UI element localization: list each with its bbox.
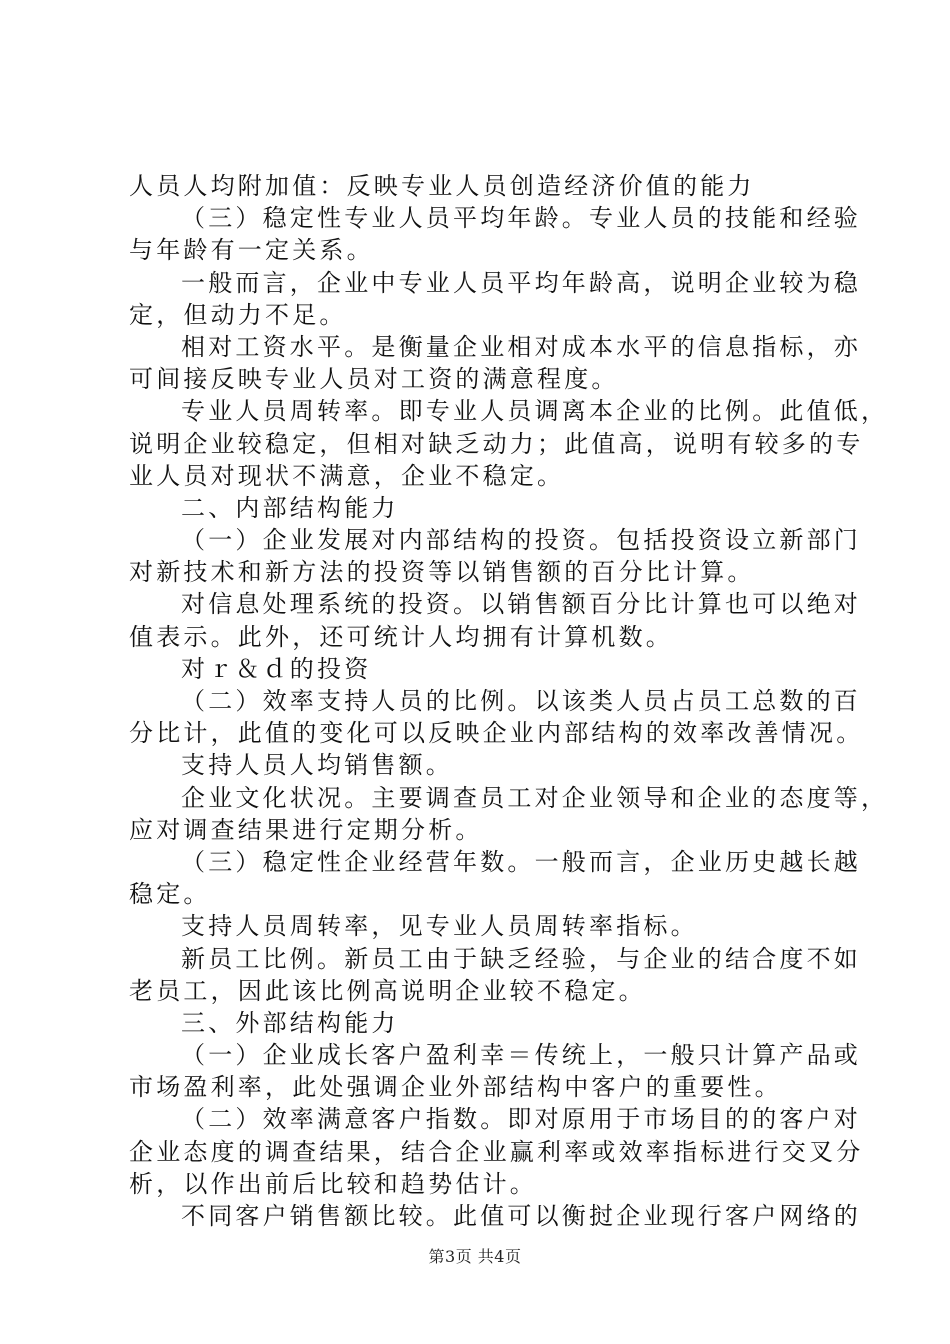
text-line: 老员工，因此该比例高说明企业较不稳定。	[129, 976, 646, 1005]
text-line: 稳定。	[129, 880, 211, 909]
text-line: 一般而言，企业中专业人员平均年龄高，说明企业较为稳	[181, 268, 861, 297]
text-line: 市场盈利率，此处强调企业外部结构中客户的重要性。	[129, 1073, 782, 1102]
text-line: 对ｒ＆ｄ的投资	[181, 654, 372, 683]
text-line: 支持人员人均销售额。	[181, 751, 453, 780]
text-line: （三）稳定性专业人员平均年龄。专业人员的技能和经验	[181, 204, 861, 233]
text-line: （一）企业发展对内部结构的投资。包括投资设立新部门	[181, 526, 861, 555]
text-line: 人员人均附加值：反映专业人员创造经济价值的能力	[129, 172, 755, 200]
text-line: 企业态度的调查结果，结合企业赢利率或效率指标进行交叉分	[129, 1137, 864, 1166]
text-line: 定，但动力不足。	[129, 300, 347, 329]
text-line: 业人员对现状不满意，企业不稳定。	[129, 461, 565, 490]
text-line: （二）效率满意客户指数。即对原用于市场目的的客户对	[181, 1105, 861, 1134]
text-line: （二）效率支持人员的比例。以该类人员占员工总数的百	[181, 687, 861, 715]
text-line: 分比计，此值的变化可以反映企业内部结构的效率改善情况。	[129, 719, 864, 748]
text-line: 相对工资水平。是衡量企业相对成本水平的信息指标，亦	[181, 332, 861, 361]
page-number-footer: 第3页 共4页	[428, 1247, 522, 1266]
text-line: 二、内部结构能力	[181, 493, 399, 522]
text-line: 企业文化状况。主要调查员工对企业领导和企业的态度等，	[181, 783, 889, 812]
text-line: 值表示。此外，还可统计人均拥有计算机数。	[129, 622, 673, 651]
text-line: 支持人员周转率，见专业人员周转率指标。	[181, 912, 698, 941]
text-line: 应对调查结果进行定期分析。	[129, 815, 483, 844]
text-line: 说明企业较稳定，但相对缺乏动力；此值高，说明有较多的专	[129, 429, 864, 458]
text-line: 三、外部结构能力	[181, 1008, 399, 1037]
text-line: （三）稳定性企业经营年数。一般而言，企业历史越长越	[181, 847, 861, 876]
text-line: 专业人员周转率。即专业人员调离本企业的比例。此值低，	[181, 397, 889, 426]
text-line: 对信息处理系统的投资。以销售额百分比计算也可以绝对	[181, 590, 861, 619]
text-line: 新员工比例。新员工由于缺乏经验，与企业的结合度不如	[181, 944, 861, 973]
text-line: 与年龄有一定关系。	[129, 236, 374, 265]
text-line: 不同客户销售额比较。此值可以衡挝企业现行客户网络的	[181, 1202, 861, 1230]
text-line: 析，以作出前后比较和趋势估计。	[129, 1169, 537, 1198]
text-line: 对新技术和新方法的投资等以销售额的百分比计算。	[129, 558, 755, 587]
text-line: （一）企业成长客户盈利幸＝传统上，一般只计算产品或	[181, 1041, 861, 1070]
body-text	[129, 170, 889, 1232]
text-line: 可间接反映专业人员对工资的满意程度。	[129, 365, 619, 394]
